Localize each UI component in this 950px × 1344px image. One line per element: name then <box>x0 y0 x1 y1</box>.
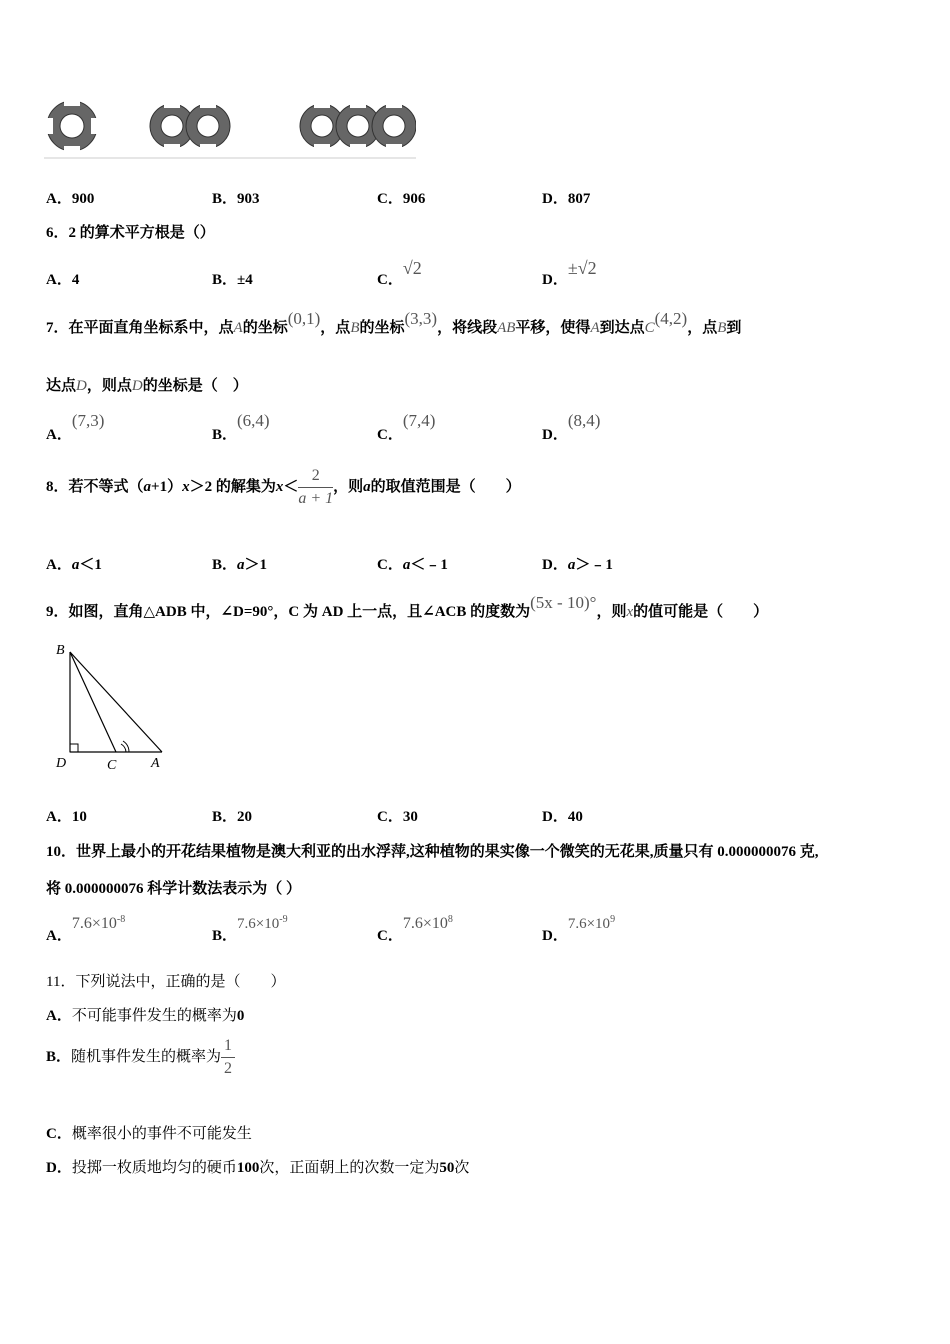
q10-option-b[interactable]: B．$7.6\times 10^{-9}$ <box>212 914 288 944</box>
figure-label-c: C <box>107 758 117 773</box>
q8-option-c[interactable]: C．a＜﹣1 <box>377 557 448 573</box>
q8-option-b[interactable]: B．a＞1 <box>212 557 268 573</box>
q8-fraction: $\frac{2}{a + 1}$ <box>298 467 334 507</box>
angle-acb-arc <box>121 744 126 752</box>
q9-stem: 9．如图，直角△ADB 中，∠D=90°，C 为 AD 上一点，且∠ACB 的度数为(5x - 10)°，则x的值可能是（ ） <box>46 593 769 620</box>
q7-stem-line1: 7．在平面直角坐标系中，点A的坐标(0,1)，点B的坐标(3,3)，将线段AB平移，使得A到达点C(4,2)，点B到 <box>46 309 742 336</box>
q6-option-d[interactable]: D．±√2 <box>542 258 597 288</box>
q11-stem: 11．下列说法中，正确的是（ ） <box>46 974 286 990</box>
q8-option-a[interactable]: A．a＜1 <box>46 557 102 573</box>
q6-stem: 6．2 的算术平方根是（） <box>46 225 215 241</box>
q9-option-a[interactable]: A．10 <box>46 809 87 825</box>
q11-option-c[interactable]: C．概率很小的事件不可能发生 <box>46 1126 252 1142</box>
q8-option-d[interactable]: D．a＞﹣1 <box>542 557 613 573</box>
ring-pattern-figure <box>44 96 416 160</box>
q8-stem: 8．若不等式（a+1）x＞2 的解集为x＜ $\frac{2}{a + 1}$ ，则a的取值范围是（ ） <box>46 467 521 507</box>
q11-b-fraction: $\frac{1}{2}$ <box>221 1038 235 1077</box>
q7-option-c[interactable]: C．(7,4) <box>377 411 436 443</box>
figure-label-d: D <box>56 756 67 771</box>
q6-option-b[interactable]: B．±4 <box>212 272 253 288</box>
q11-option-d[interactable]: D．投掷一枚质地均匀的硬币100次，正面朝上的次数一定为50次 <box>46 1160 470 1176</box>
right-angle-mark <box>70 744 78 752</box>
q10-option-a[interactable]: A．$7.6\times 10^{-8}$ <box>46 914 126 944</box>
q10-stem-line2: 将 0.000000076 科学计数法表示为（ ） <box>46 881 302 897</box>
q6-option-a[interactable]: A．4 <box>46 272 80 288</box>
q11-option-a[interactable]: A．不可能事件发生的概率为0 <box>46 1008 245 1024</box>
figure-label-a: A <box>151 756 160 771</box>
q5-option-b[interactable]: B．903 <box>212 191 260 207</box>
q7-option-d[interactable]: D．(8,4) <box>542 411 601 443</box>
q10-option-c[interactable]: C．$7.6\times 10^8$ <box>377 914 453 944</box>
q10-stem-line1: 10．世界上最小的开花结果植物是澳大利亚的出水浮萍,这种植物的果实像一个微笑的无花果,质量只有 0.000000076 克, <box>46 844 819 860</box>
triangle-adb-figure <box>50 640 170 775</box>
q5-option-d[interactable]: D．807 <box>542 191 591 207</box>
q7-option-a[interactable]: A．(7,3) <box>46 411 105 443</box>
q9-option-b[interactable]: B．20 <box>212 809 253 825</box>
q5-option-a[interactable]: A．900 <box>46 191 95 207</box>
q10-option-d[interactable]: D．$7.6\times 10^9$ <box>542 914 616 944</box>
q11-option-b[interactable]: B．随机事件发生的概率为 $\frac{1}{2}$ <box>46 1038 235 1077</box>
figure-label-b: B <box>56 643 65 658</box>
q9-option-c[interactable]: C．30 <box>377 809 418 825</box>
q9-option-d[interactable]: D．40 <box>542 809 583 825</box>
q7-stem-line2: 达点D，则点D的坐标是（ ） <box>46 378 248 394</box>
q7-option-b[interactable]: B．(6,4) <box>212 411 270 443</box>
q5-option-c[interactable]: C．906 <box>377 191 426 207</box>
q6-option-c[interactable]: C．√2 <box>377 258 422 288</box>
